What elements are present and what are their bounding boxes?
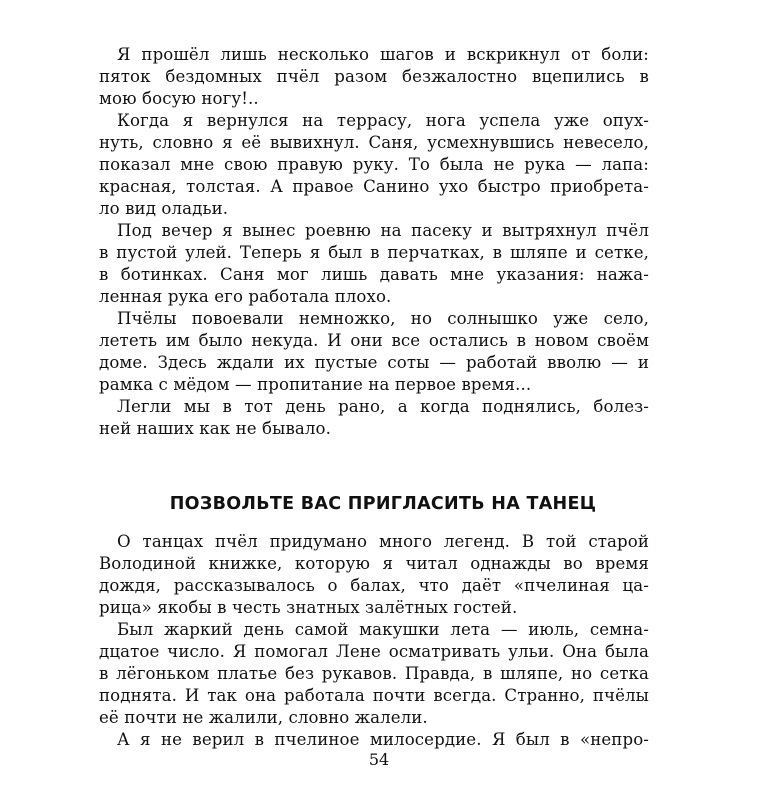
paragraph-line: нуть, словно я её вывихнул. Саня, усмехнувшись невесело, (99, 133, 649, 152)
paragraph-line: мою босую ногу!.. (99, 89, 259, 108)
paragraph-line: её почти не жалили, словно жалели. (99, 708, 428, 727)
paragraph-line: Пчёлы повоевали немножко, но солнышко уже село, (117, 309, 649, 328)
paragraph-line: в ботинках. Саня мог лишь давать мне указания: нажа- (99, 265, 649, 284)
paragraph-line: пяток бездомных пчёл разом безжалостно вцепились в (99, 67, 649, 86)
paragraph-line: Под вечер я вынес роевню на пасеку и вытряхнул пчёл (117, 221, 649, 240)
paragraph-line: в пустой улей. Теперь я был в перчатках, в шляпе и сетке, (99, 243, 649, 262)
page-number: 54 (368, 750, 390, 769)
section-1-text (99, 44, 649, 440)
paragraph-line: Я прошёл лишь несколько шагов и вскрикнул от боли: (117, 45, 649, 64)
paragraph-line: рица» якобы в честь знатных залётных гостей. (99, 598, 518, 617)
paragraph-line: О танцах пчёл придумано много легенд. В той старой (117, 532, 649, 551)
paragraph-line: дцатое число. Я помогал Лене осматривать ульи. Она была (99, 642, 649, 661)
paragraph-line: Володиной книжке, которую я читал однажды во время (99, 554, 649, 573)
paragraph-line: лететь им было некуда. И они все остались в новом своём (99, 331, 649, 350)
paragraph-line: рамка с мёдом — пропитание на первое время... (99, 375, 532, 394)
paragraph-line: ло вид оладьи. (99, 199, 229, 218)
section-2-text (99, 531, 649, 751)
paragraph-line: дождя, рассказывалось о балах, что даёт «пчелиная ца- (99, 576, 649, 595)
paragraph-line: ленная рука его работала плохо. (99, 287, 392, 306)
paragraph-line: показал мне свою правую руку. То была не рука — лапа: (99, 155, 649, 174)
paragraph-line: в лёгоньком платье без рукавов. Правда, в шляпе, но сетка (99, 664, 649, 683)
paragraph-line: Когда я вернулся на террасу, нога успела уже опух- (117, 111, 649, 130)
paragraph-line: красная, толстая. А правое Санино ухо быстро приобрета- (99, 177, 649, 196)
paragraph-line: поднята. И так она работала почти всегда. Странно, пчёлы (99, 686, 649, 705)
paragraph-line: доме. Здесь ждали их пустые соты — работай вволю — и (99, 353, 649, 372)
paragraph-line: Легли мы в тот день рано, а когда поднялись, болез- (117, 397, 649, 416)
paragraph-line: Был жаркий день самой макушки лета — июль, семна- (117, 620, 649, 639)
paragraph-line: А я не верил в пчелиное милосердие. Я был в «непро- (117, 730, 649, 749)
chapter-title: ПОЗВОЛЬТЕ ВАС ПРИГЛАСИТЬ НА ТАНЕЦ (169, 494, 597, 514)
paragraph-line: ней наших как не бывало. (99, 419, 331, 438)
